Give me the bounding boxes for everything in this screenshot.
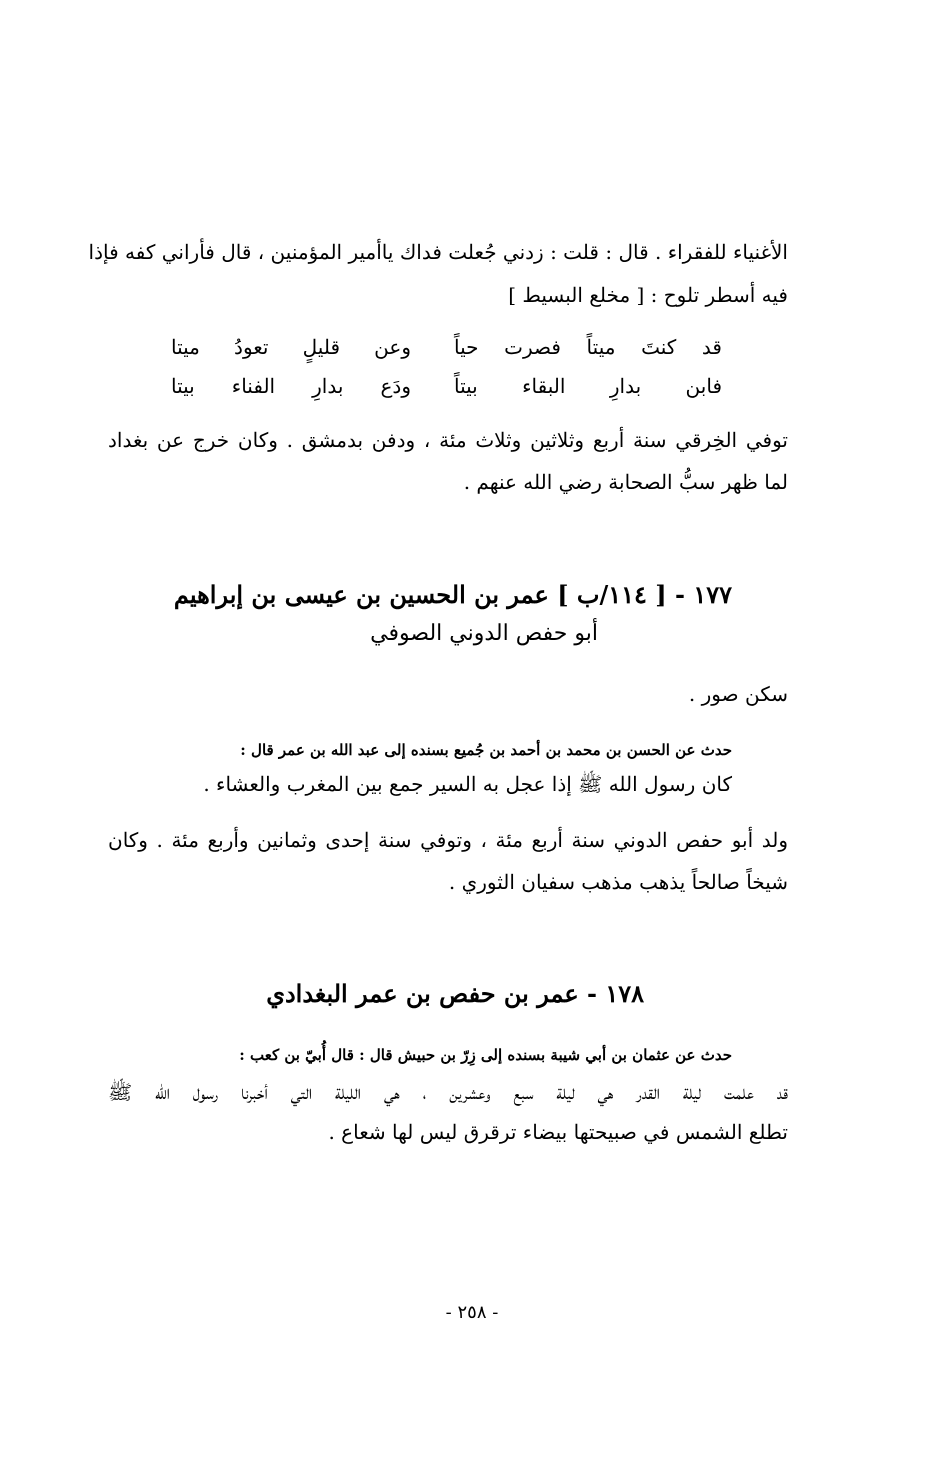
poem-verse-1-first-hemistich: قد كنتَ ميتاً فصرت حياً bbox=[454, 335, 722, 359]
entry-177-residence: سكن صور . bbox=[688, 682, 788, 706]
poem-verse-1-second-hemistich: وعن قليلٍ تعودُ ميتا bbox=[171, 335, 411, 359]
death-note-line-1: توفي الخِرقي سنة أربع وثلاثين وثلاث مئة ، ودفن بدمشق . وكان خرج عن بغداد bbox=[108, 428, 788, 452]
entry-178-heading: ١٧٨ - عمر بن حفص بن عمر البغدادي bbox=[266, 979, 644, 1008]
intro-line-1: الأغنياء للفقراء . قال : قلت : زدني جُعلت فداك ياأمير المؤمنين ، قال فأراني كفه فإذا bbox=[88, 240, 788, 264]
entry-177-heading: ١٧٧ - [ ١١٤/ب ] عمر بن الحسين بن عيسى بن إبراهيم bbox=[173, 580, 732, 609]
intro-line-2: فيه أسطر تلوح : [ مخلع البسيط ] bbox=[508, 283, 788, 307]
entry-177-isnad: حدث عن الحسن بن محمد بن أحمد بن جُميع بسنده إلى عبد الله بن عمر قال : bbox=[240, 741, 732, 759]
entry-178-hadith-line-1: قد علمت ليلة القدر هي ليلة سبع وعشرين ، هي الليلة التي أخبرنا رسول الله ﷺ bbox=[108, 1080, 788, 1104]
entry-178-hadith-line-2: تطلع الشمس في صبيحتها بيضاء ترقرق ليس لها شعاع . bbox=[328, 1120, 788, 1144]
page-number: - ٢٥٨ - bbox=[445, 1302, 499, 1323]
entry-177-bio-line-1: ولد أبو حفص الدوني سنة أربع مئة ، وتوفي سنة إحدى وثمانين وأربع مئة . وكان bbox=[108, 828, 788, 852]
entry-178-isnad: حدث عن عثمان بن أبي شيبة بسنده إلى زِرّ بن حبيش قال : قال أُبيّ بن كعب : bbox=[239, 1046, 732, 1064]
poem-verse-2-first-hemistich: فابن بدارِ البقاء بيتاً bbox=[454, 374, 722, 398]
entry-177-hadith: كان رسول الله ﷺ إذا عجل به السير جمع بين المغرب والعشاء . bbox=[203, 772, 732, 796]
entry-177-subheading: أبو حفص الدوني الصوفي bbox=[370, 621, 598, 646]
poem-verse-2-second-hemistich: ودَع بدارِ الفناء بيتا bbox=[171, 374, 411, 398]
death-note-line-2: لما ظهر سبُّ الصحابة رضي الله عنهم . bbox=[463, 470, 788, 494]
entry-177-bio-line-2: شيخاً صالحاً يذهب مذهب سفيان الثوري . bbox=[448, 870, 788, 894]
